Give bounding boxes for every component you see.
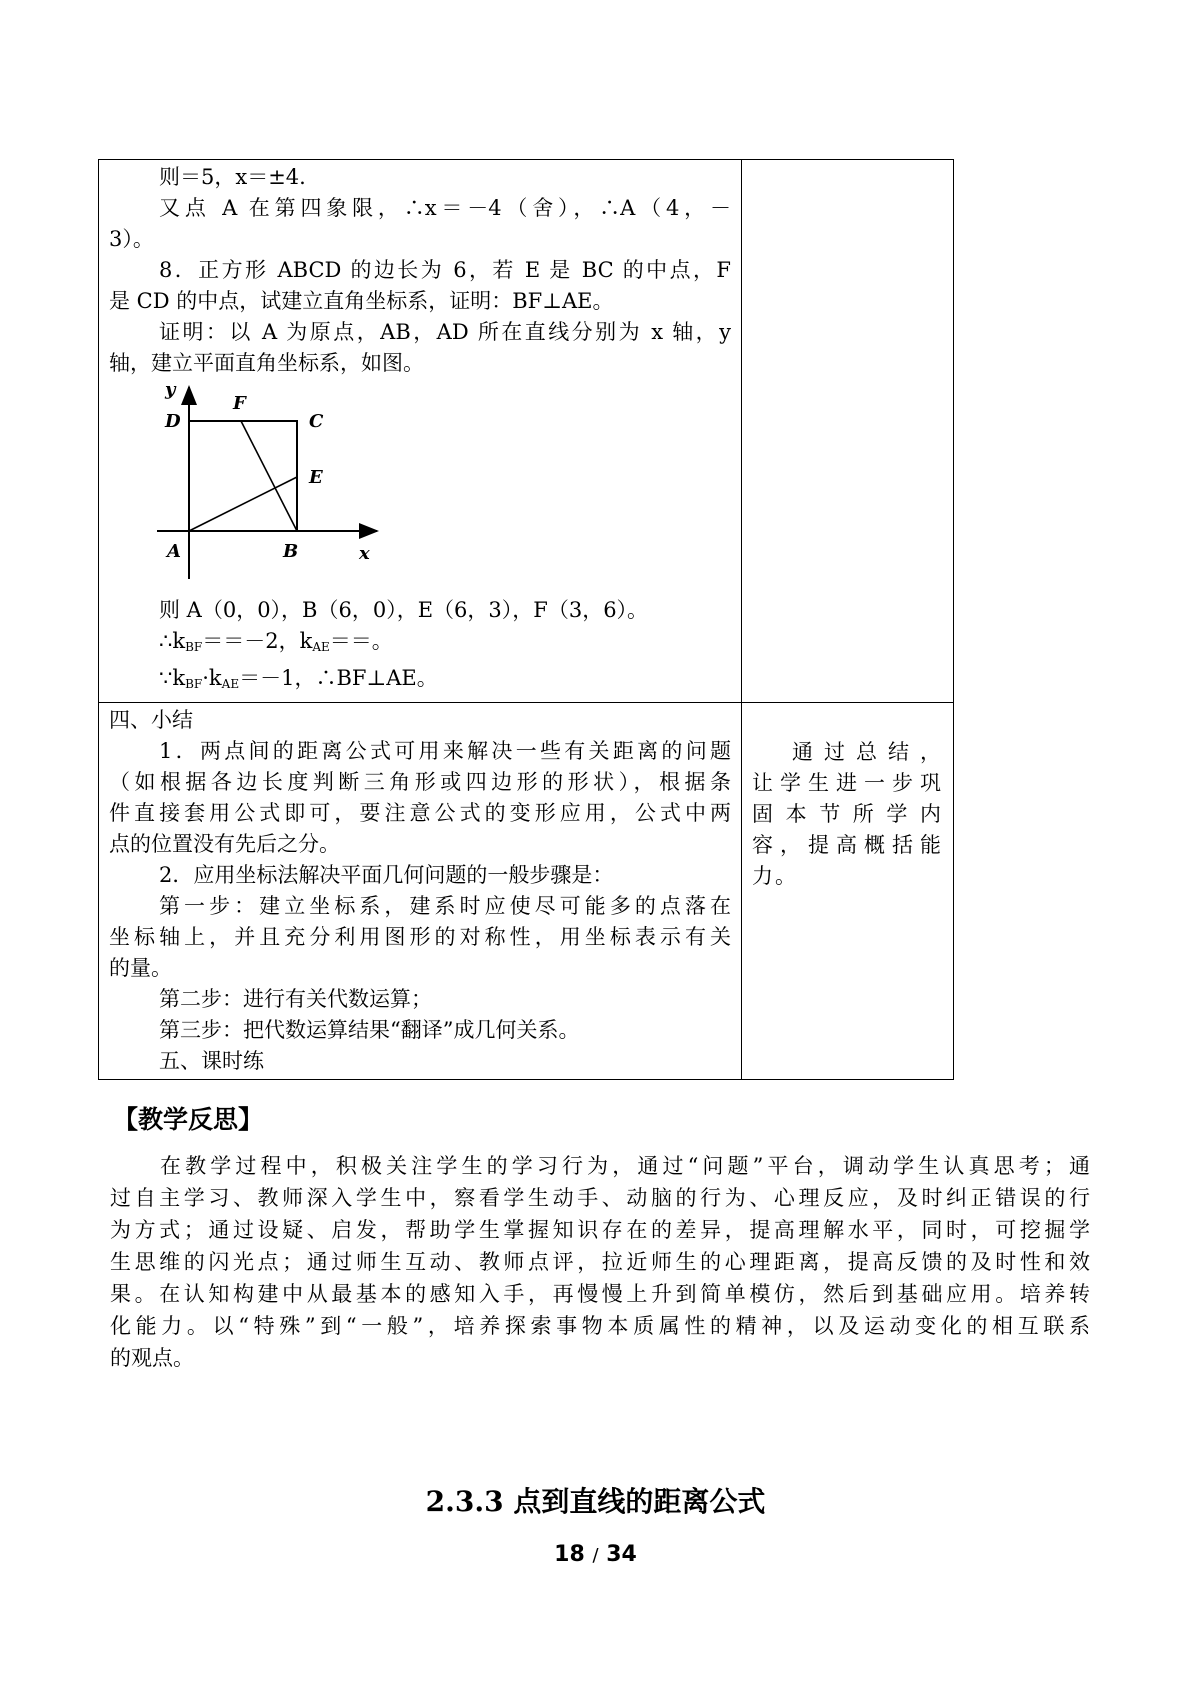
text-line: 在教学过程中，积极关注学生的学习行为，通过“问题”平台，调动学生认真思考；通 (160, 1154, 1090, 1178)
text-line: 8．正方形 ABCD 的边长为 6，若 E 是 BC 的中点，F (159, 258, 731, 282)
text-line: 果。在认知构建中从最基本的感知入手，再慢慢上升到简单模仿，然后到基础应用。培养转 (110, 1282, 1090, 1306)
text-line: 证明：以 A 为原点，AB，AD 所在直线分别为 x 轴，y (159, 320, 731, 344)
summary-heading: 四、小结 (109, 708, 193, 732)
coordinate-figure (155, 381, 395, 591)
square-abcd (189, 421, 297, 531)
text-line: 第三步：把代数运算结果“翻译”成几何关系。 (159, 1018, 580, 1042)
text-line: 点的位置没有先后之分。 (109, 832, 340, 856)
text-line: 则＝5，x＝±4. (159, 165, 306, 189)
reflection-paragraph (110, 1150, 1090, 1374)
text-line: 是 CD 的中点，试建立直角坐标系，证明：BF⊥AE。 (109, 289, 614, 313)
table-row-summary (99, 702, 953, 1079)
segment-bf (241, 421, 297, 531)
summary-cell (99, 703, 742, 1079)
segment-ae (189, 477, 297, 531)
text-line: 坐标轴上，并且充分利用图形的对称性，用坐标表示有关 (109, 925, 731, 949)
text-line: 化能力。以“特殊”到“一般”，培养探索事物本质属性的精神，以及运动变化的相互联系 (110, 1314, 1090, 1338)
label-c: C (309, 411, 324, 432)
design-note-cell-empty (742, 160, 953, 702)
text-line: 第二步：进行有关代数运算； (159, 987, 432, 1011)
slope-line-1: $\therefore k_{BF}==-2$，$k_{AE}==$。 (159, 629, 393, 654)
text-line: 3）。 (109, 227, 154, 251)
coords-line: 则 A（0，0），B（6，0），E（6，3），F（3，6）。 (159, 598, 649, 622)
text-line: 第一步：建立坐标系，建系时应使尽可能多的点落在 (159, 894, 731, 918)
slope-line-2: $\because k_{BF}\cdot k_{AE}=-1$，∴BF⊥AE。 (159, 666, 438, 691)
design-note-cell (742, 703, 953, 1079)
text-line: 件直接套用公式即可，要注意公式的变形应用，公式中两 (109, 801, 731, 825)
reflection-title: 【教学反思】 (113, 1105, 264, 1134)
text-line: 的量。 (109, 956, 172, 980)
note-line: 容，提高概括能 (752, 833, 943, 857)
table-row-example (99, 160, 953, 702)
text-line: 过自主学习、教师深入学生中，察看学生动手、动脑的行为、心理反应，及时纠正错误的行 (110, 1186, 1090, 1210)
label-x: x (359, 543, 370, 564)
page-number (0, 1542, 1191, 1567)
lesson-table (98, 159, 954, 1080)
next-section-title: 2.3.3 点到直线的距离公式 (425, 1485, 766, 1518)
text-line: （如根据各边长度判断三角形或四边形的形状），根据条 (109, 770, 731, 794)
text-line: 的观点。 (110, 1346, 194, 1370)
note-line: 固本节所学内 (752, 802, 943, 826)
example-cell (99, 160, 742, 702)
text-line: 又点 A 在第四象限，∴x＝－4（舍），∴A（4，－ (159, 196, 731, 220)
text-line: 生思维的闪光点；通过师生互动、教师点评，拉近师生的心理距离，提高反馈的及时性和效 (110, 1250, 1090, 1274)
page-separator: / (592, 1545, 599, 1566)
label-y: y (165, 381, 176, 400)
text-line: 1．两点间的距离公式可用来解决一些有关距离的问题 (159, 739, 731, 763)
note-line: 让学生进一步巩 (752, 771, 943, 795)
page-current: 18 (554, 1542, 585, 1567)
label-f: F (233, 393, 246, 414)
label-d: D (165, 411, 181, 432)
label-a: A (167, 541, 181, 562)
note-line: 力。 (752, 864, 798, 888)
label-e: E (309, 467, 323, 488)
text-line: 轴，建立平面直角坐标系，如图。 (109, 351, 424, 375)
text-line: 五、课时练 (159, 1049, 264, 1073)
page-total: 34 (606, 1542, 637, 1567)
note-line: 通过总结， (792, 740, 943, 764)
label-b: B (283, 541, 299, 562)
text-line: 为方式；通过设疑、启发，帮助学生掌握知识存在的差异，提高理解水平，同时，可挖掘学 (110, 1218, 1090, 1242)
text-line: 2．应用坐标法解决平面几何问题的一般步骤是： (159, 863, 614, 887)
